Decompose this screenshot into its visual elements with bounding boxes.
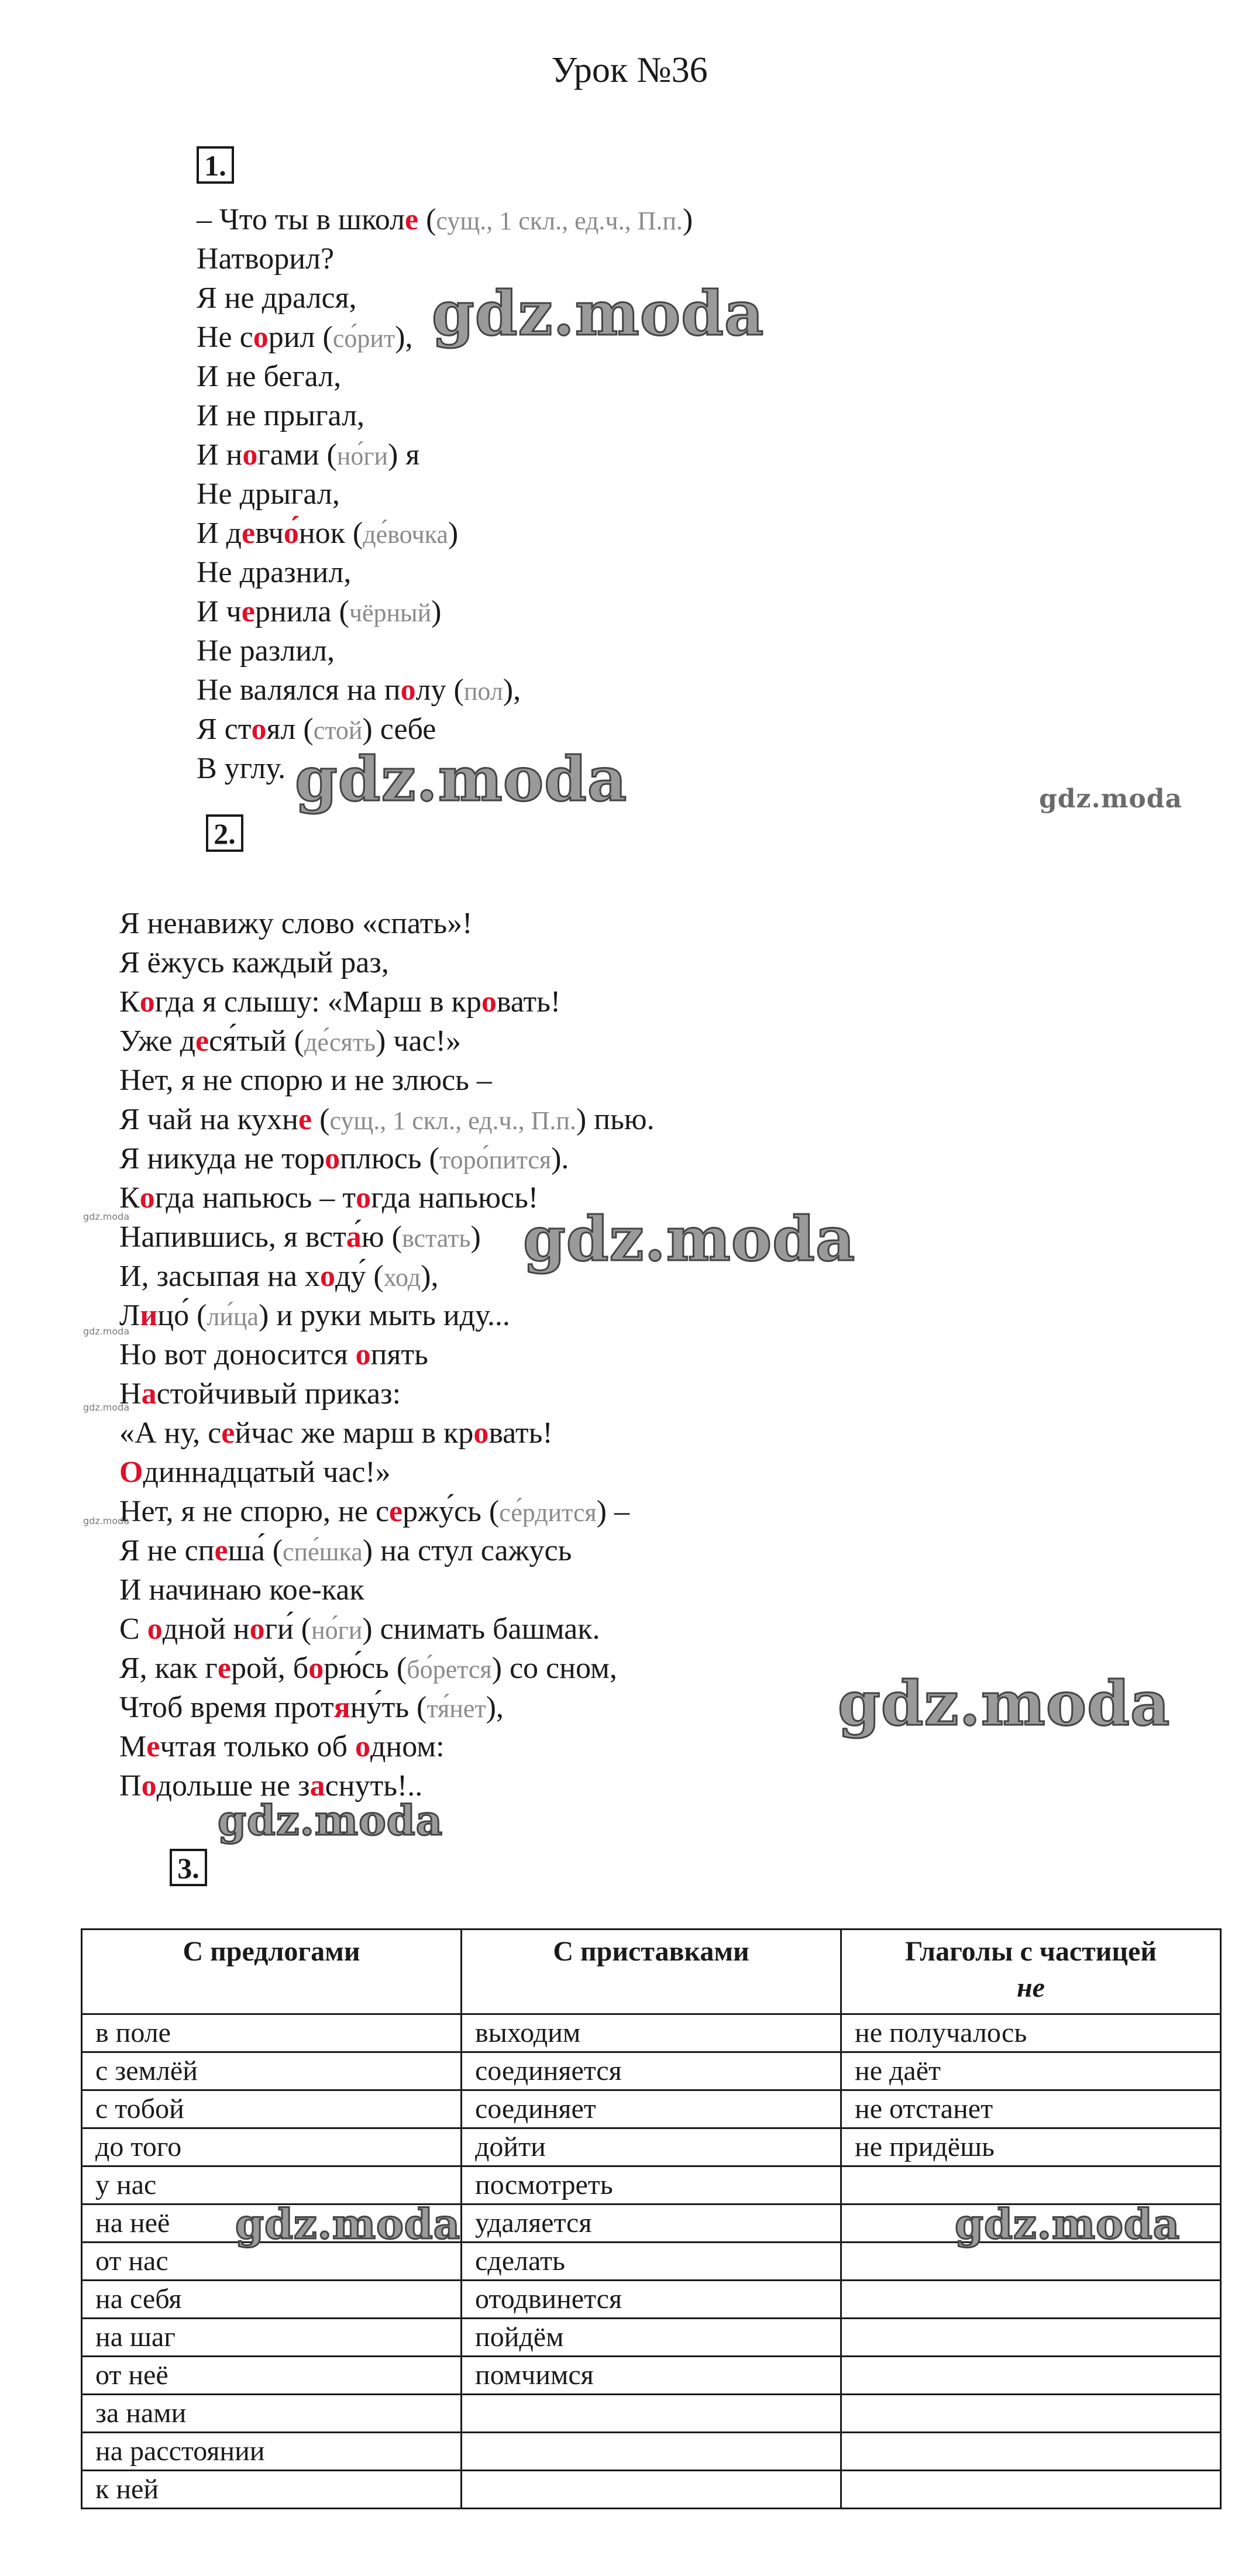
- line-text: ся́тый (: [209, 1024, 304, 1058]
- line-text: И ч: [197, 595, 242, 628]
- line-text: ) –: [596, 1495, 630, 1528]
- poem-line: [197, 239, 693, 278]
- poem-line: [119, 1100, 655, 1139]
- line-text: Н: [119, 1377, 142, 1411]
- line-text: ) со сном,: [491, 1652, 617, 1685]
- line-text: Чтоб время прот: [119, 1691, 334, 1724]
- highlighted-letter: е: [242, 517, 256, 550]
- poem-line: [119, 1139, 655, 1178]
- line-text: ша́ (: [228, 1534, 283, 1567]
- line-text: Напившись, я вст: [119, 1220, 346, 1254]
- line-text: рю́сь (: [324, 1652, 407, 1685]
- line-text: ),: [503, 673, 521, 707]
- table-row: [82, 2014, 1221, 2052]
- line-text: Не валялся на п: [197, 673, 401, 707]
- watermark: gdz.moda: [83, 1211, 130, 1222]
- table-cell: на себя: [82, 2281, 462, 2319]
- table-cell: с землёй: [82, 2052, 462, 2090]
- line-text: ): [470, 1220, 481, 1254]
- table-cell: помчимся: [462, 2357, 841, 2395]
- line-text: ́ю (: [361, 1220, 402, 1254]
- poem-line: [119, 1609, 655, 1649]
- line-text: Л: [119, 1299, 140, 1332]
- check-word-hint: ход: [383, 1263, 421, 1292]
- line-text: дной н: [162, 1612, 250, 1646]
- highlighted-letter: о: [400, 673, 416, 707]
- line-text: ) час!»: [376, 1024, 461, 1058]
- highlighted-letter: о: [355, 1730, 370, 1763]
- highlighted-letter: о: [355, 1338, 371, 1371]
- table-cell: соединяется: [462, 2052, 841, 2090]
- poem-line: [119, 943, 655, 982]
- highlighted-letter: е: [217, 1652, 231, 1685]
- table-cell: удаляется: [462, 2204, 841, 2243]
- highlighted-letter: е: [195, 1024, 209, 1058]
- table-cell: не отстанет: [841, 2090, 1221, 2128]
- check-word-hint: бо́рется: [407, 1655, 492, 1684]
- line-text: И не бегал,: [197, 360, 342, 393]
- line-text: Но вот доносится: [119, 1338, 356, 1371]
- table-cell: от нас: [82, 2243, 462, 2281]
- task-number-1: 1.: [197, 146, 234, 184]
- check-word-hint: се́рдится: [499, 1498, 597, 1527]
- poem-line: [119, 1296, 655, 1335]
- watermark: gdz.moda: [218, 1796, 443, 1845]
- highlighted-letter: е: [146, 1730, 160, 1763]
- line-text: Уже д: [119, 1024, 196, 1058]
- poem-line: [197, 474, 693, 514]
- poem-line: [197, 396, 693, 435]
- table-header-row: [82, 1930, 1221, 2014]
- line-text: (: [418, 203, 436, 236]
- line-text: ну́ть (: [350, 1691, 427, 1724]
- highlighted-letter: е: [221, 1416, 235, 1450]
- line-text: диннадцатый час!»: [143, 1456, 391, 1489]
- poem-line: [119, 1649, 655, 1688]
- line-text: ) и руки мыть иду...: [259, 1299, 510, 1332]
- poem-line: [119, 1531, 655, 1570]
- table-row: [82, 2471, 1221, 2509]
- line-text: В углу.: [197, 752, 286, 785]
- highlighted-letter: е: [404, 203, 419, 236]
- line-text: ) снимать башмак.: [362, 1612, 600, 1646]
- line-text: ).: [551, 1142, 569, 1175]
- poem-line: [119, 1570, 655, 1609]
- line-text: Я ёжусь каждый раз,: [119, 946, 389, 979]
- watermark: gdz.moda: [295, 743, 628, 815]
- header-prefixes: С приставками: [462, 1930, 841, 2014]
- line-text: ): [431, 595, 442, 628]
- watermark: gdz.moda: [235, 2200, 461, 2248]
- poem-line: [197, 514, 693, 553]
- line-text: Я не сп: [119, 1534, 215, 1567]
- line-text: Нет, я не спорю, не с: [119, 1495, 390, 1528]
- table-cell: за нами: [82, 2395, 462, 2433]
- table-cell: дойти: [462, 2128, 841, 2166]
- highlighted-letter: О: [119, 1456, 143, 1489]
- line-text: ду́ (: [335, 1260, 384, 1293]
- table-cell: до того: [82, 2128, 462, 2166]
- poem-line: [119, 1413, 655, 1453]
- watermark: gdz.moda: [83, 1326, 130, 1337]
- table-cell: у нас: [82, 2166, 462, 2204]
- poem-line: [119, 1453, 655, 1492]
- line-text: чтая только об: [160, 1730, 355, 1763]
- table-row: [82, 2319, 1221, 2357]
- highlighted-letter: е: [214, 1534, 228, 1567]
- poem-line: [119, 1022, 655, 1061]
- check-word-hint: но́ги: [311, 1616, 363, 1645]
- line-text: Не дразнил,: [197, 556, 352, 589]
- line-text: М: [119, 1730, 147, 1763]
- table-cell: [841, 2281, 1221, 2319]
- table-cell: к ней: [82, 2471, 462, 2509]
- poem-line: [119, 1492, 655, 1531]
- highlighted-letter: о: [242, 438, 258, 472]
- highlighted-letter: о: [308, 1652, 324, 1685]
- highlighted-letter: о: [356, 1181, 371, 1215]
- line-text: П: [119, 1769, 142, 1803]
- table-row: [82, 2128, 1221, 2166]
- line-text: дном:: [370, 1730, 445, 1763]
- highlighted-letter: о: [325, 1142, 340, 1175]
- header-prepositions: С предлогами: [82, 1930, 462, 2014]
- line-text: дольше не з: [156, 1769, 310, 1803]
- line-text: ),: [421, 1260, 439, 1293]
- line-text: ги́ (: [264, 1612, 312, 1646]
- line-text: Я, как г: [119, 1652, 218, 1685]
- line-text: Я ненавижу слово «спать»!: [119, 907, 473, 940]
- line-text: Натворил?: [197, 242, 335, 276]
- check-word-hint: де́вочка: [363, 520, 448, 549]
- table-cell: посмотреть: [462, 2166, 841, 2204]
- table-cell: [841, 2357, 1221, 2395]
- poem-line: [119, 1335, 655, 1374]
- poem-line: [119, 1727, 655, 1766]
- poem-line: [119, 1688, 655, 1727]
- line-text: Я чай на кухн: [119, 1103, 299, 1136]
- check-word-hint: ли́ца: [207, 1302, 259, 1331]
- line-text: цо́ (: [157, 1299, 207, 1332]
- highlighted-letter: а: [346, 1220, 362, 1254]
- line-text: ржу́сь (: [403, 1495, 500, 1528]
- line-text: (: [312, 1103, 330, 1136]
- task-number-2: 2.: [206, 814, 243, 852]
- table-row: [82, 2281, 1221, 2319]
- check-word-hint: стой: [313, 716, 363, 745]
- line-text: ) пью.: [576, 1103, 655, 1136]
- line-text: Не разлил,: [197, 634, 335, 668]
- line-text: К: [119, 1181, 140, 1215]
- line-text: Я ст: [197, 713, 252, 746]
- line-text: И не прыгал,: [197, 399, 365, 432]
- poem-line: [119, 1374, 655, 1413]
- line-text: И н: [197, 438, 243, 472]
- line-text: стойчивый приказ:: [156, 1377, 401, 1411]
- check-word-hint: спе́шка: [283, 1538, 363, 1566]
- highlighted-letter: о: [139, 1181, 155, 1215]
- check-word-hint: но́ги: [336, 442, 388, 470]
- table-cell: [841, 2471, 1221, 2509]
- table-cell: [841, 2395, 1221, 2433]
- check-word-hint: встать: [401, 1224, 471, 1253]
- table-cell: не получалось: [841, 2014, 1221, 2052]
- line-text: пять: [370, 1338, 428, 1371]
- table-cell: с тобой: [82, 2090, 462, 2128]
- line-text: ) себе: [362, 713, 436, 746]
- table-row: [82, 2357, 1221, 2395]
- watermark: gdz.moda: [955, 2200, 1181, 2248]
- highlighted-letter: о: [481, 985, 497, 1019]
- line-text: плюсь (: [340, 1142, 439, 1175]
- table-row: [82, 2433, 1221, 2471]
- table-row: [82, 2090, 1221, 2128]
- line-text: снуть!..: [325, 1769, 423, 1803]
- line-text: Я никуда не тор: [119, 1142, 325, 1175]
- table-cell: [841, 2319, 1221, 2357]
- page-title: Урок №36: [551, 50, 708, 90]
- line-text: Я не дрался,: [197, 281, 357, 315]
- line-text: ),: [486, 1691, 504, 1724]
- highlighted-letter: о: [319, 1260, 335, 1293]
- check-word-hint: сущ., 1 скл., ед.ч., П.п.: [329, 1106, 576, 1135]
- watermark: gdz.moda: [83, 1402, 130, 1413]
- line-text: вать!: [496, 985, 561, 1019]
- highlighted-letter: е: [389, 1495, 403, 1528]
- highlighted-letter: о: [473, 1416, 489, 1450]
- table-cell: на шаг: [82, 2319, 462, 2357]
- table-row: [82, 2166, 1221, 2204]
- highlighted-letter: а: [141, 1377, 157, 1411]
- highlighted-letter: о: [249, 1612, 265, 1646]
- table-cell: в поле: [82, 2014, 462, 2052]
- check-word-hint: чёрный: [349, 599, 432, 627]
- table-cell: пойдём: [462, 2319, 841, 2357]
- table-row: [82, 2052, 1221, 2090]
- line-text: С: [119, 1612, 147, 1646]
- poem-line: [197, 200, 693, 239]
- poem-line: [197, 670, 693, 710]
- table-cell: [841, 2166, 1221, 2204]
- line-text: вать!: [489, 1416, 553, 1450]
- check-word-hint: торо́пится: [439, 1146, 552, 1174]
- line-text: И д: [197, 517, 242, 550]
- table-cell: [841, 2433, 1221, 2471]
- line-text: И, засыпая на х: [119, 1260, 320, 1293]
- table-cell: выходим: [462, 2014, 841, 2052]
- line-text: ) я: [388, 438, 420, 472]
- line-text: нок (: [298, 517, 363, 550]
- line-text: ) на стул сажусь: [362, 1534, 572, 1567]
- line-text: ): [448, 517, 459, 550]
- highlighted-letter: е: [241, 595, 255, 628]
- line-text: «А ну, с: [119, 1416, 222, 1450]
- line-text: рой, б: [231, 1652, 309, 1685]
- line-text: йчас же марш в кр: [235, 1416, 474, 1450]
- table-cell: на неё: [82, 2204, 462, 2243]
- table-cell: на расстоянии: [82, 2433, 462, 2471]
- table-cell: не даёт: [841, 2052, 1221, 2090]
- line-text: гда напьюсь – т: [154, 1181, 356, 1215]
- highlighted-letter: о́: [283, 517, 299, 550]
- line-text: гами (: [257, 438, 337, 472]
- header-verbs-particle: не: [1017, 1972, 1045, 2003]
- table-row: [82, 2395, 1221, 2433]
- poem-line: [197, 631, 693, 670]
- table-cell: соединяет: [462, 2090, 841, 2128]
- table-cell: [462, 2433, 841, 2471]
- line-text: гда напьюсь!: [371, 1181, 539, 1215]
- line-text: Нет, я не спорю и не злюсь –: [119, 1064, 492, 1097]
- highlighted-letter: о: [141, 1769, 157, 1803]
- table-cell: сделать: [462, 2243, 841, 2281]
- line-text: лу (: [415, 673, 464, 707]
- poem-line: [197, 357, 693, 396]
- line-text: рнила (: [254, 595, 349, 628]
- highlighted-letter: о: [139, 985, 155, 1019]
- poem-line: [197, 435, 693, 474]
- header-verbs: [841, 1930, 1221, 2014]
- line-text: Не дрыгал,: [197, 477, 340, 511]
- watermark: gdz.moda: [838, 1667, 1171, 1739]
- highlighted-letter: о: [147, 1612, 163, 1646]
- line-text: ): [682, 203, 693, 236]
- line-text: – Что ты в школ: [197, 203, 405, 236]
- poem-line: [197, 592, 693, 631]
- poem-line: [119, 904, 655, 943]
- line-text: вч: [255, 517, 284, 550]
- table-cell: не придёшь: [841, 2128, 1221, 2166]
- table-cell: отодвинется: [462, 2281, 841, 2319]
- poem-2: [119, 904, 655, 1805]
- line-text: ял (: [266, 713, 314, 746]
- line-text: гда я слышу: «Марш в кр: [154, 985, 481, 1019]
- task-number-3: 3.: [170, 1849, 207, 1886]
- line-text: И начинаю кое-как: [119, 1573, 364, 1607]
- watermark: gdz.moda: [1039, 784, 1183, 814]
- table-cell: от неё: [82, 2357, 462, 2395]
- watermark: gdz.moda: [523, 1203, 856, 1275]
- line-text: рил (: [268, 321, 333, 354]
- highlighted-letter: о: [253, 321, 269, 354]
- poem-line: [119, 982, 655, 1022]
- check-word-hint: де́сять: [304, 1028, 376, 1057]
- header-verbs-label: Глаголы с частицей: [905, 1936, 1157, 1967]
- highlighted-letter: и: [140, 1299, 158, 1332]
- poem-line: [197, 553, 693, 592]
- check-word-hint: сущ., 1 скл., ед.ч., П.п.: [436, 207, 683, 235]
- check-word-hint: пол: [463, 677, 503, 706]
- table-cell: [462, 2471, 841, 2509]
- check-word-hint: со́рит: [332, 324, 395, 353]
- highlighted-letter: а: [309, 1769, 325, 1803]
- line-text: Не с: [197, 321, 253, 354]
- table-cell: [462, 2395, 841, 2433]
- highlighted-letter: е: [298, 1103, 312, 1136]
- highlighted-letter: я: [333, 1691, 350, 1724]
- poem-line: [119, 1061, 655, 1100]
- line-text: ),: [395, 321, 413, 354]
- watermark: gdz.moda: [83, 1515, 130, 1526]
- watermark: gdz.moda: [432, 277, 765, 349]
- highlighted-letter: о: [251, 713, 267, 746]
- line-text: К: [119, 985, 140, 1019]
- check-word-hint: тя́нет: [426, 1694, 486, 1723]
